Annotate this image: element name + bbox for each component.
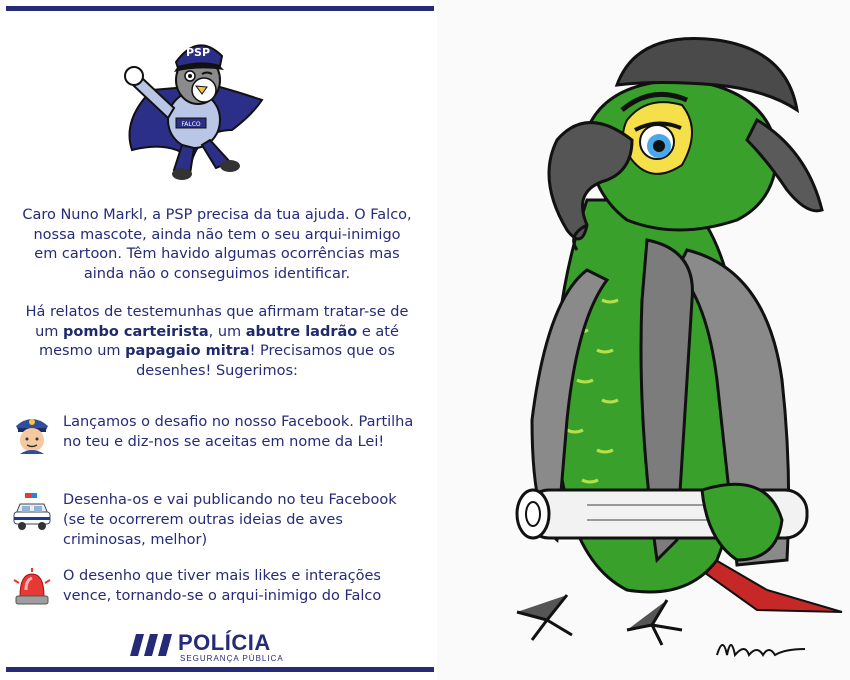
police-car-icon [10, 490, 54, 534]
top-divider [6, 6, 434, 11]
psp-logo-subtitle: SEGURANÇA PÚBLICA [180, 654, 284, 663]
police-light-icon [10, 566, 54, 610]
mascot-cap-text: PSP [185, 46, 211, 59]
intro-p2-text-c: , um [208, 323, 246, 340]
bottom-divider [6, 667, 434, 672]
step-item-3 [10, 566, 430, 626]
mascot-badge-text: FALCO [181, 121, 201, 128]
intro-paragraph-1: Caro Nuno Markl, a PSP precisa da tua ajuda. O Falco, nossa mascote, ainda não tem o seu arqui-inimigo em cartoon. Têm havido algumas ocorrências mas ainda não o conseguimos identificar. [22, 207, 412, 282]
psp-logo-name: POLÍCIA [178, 630, 271, 655]
police-officer-icon [10, 412, 54, 456]
step-text-3: O desenho que tiver mais likes e interações vence, tornando-se o arqui-inimigo do Falco [63, 568, 382, 604]
step-text-2: Desenha-os e vai publicando no teu Facebook (se te ocorrerem outras ideias de aves criminosas, melhor) [63, 492, 397, 548]
poster-right-panel [437, 0, 850, 680]
suspect-parrot: papagaio mitra [125, 343, 250, 359]
intro-p2-text-e: e até mesmo um [39, 323, 399, 359]
psp-logo [130, 630, 310, 664]
falco-mascot-icon [112, 20, 272, 190]
intro-p2-text-g: ! Precisamos que os desenhes! Sugerimos: [136, 343, 395, 379]
suspect-pigeon: pombo carteirista [63, 323, 209, 340]
psp-logo-stripes-icon [130, 634, 174, 656]
intro-paragraph-2 [22, 303, 412, 381]
intro-p2-text-a: Há relatos de testemunhas que afirmam tratar-se de um [25, 304, 409, 340]
step-item-1 [10, 412, 430, 472]
suspect-vulture: abutre ladrão [245, 323, 358, 340]
step-item-2 [10, 490, 430, 550]
parrot-thief-illustration [437, 0, 850, 680]
step-text-1: Lançamos o desafio no nosso Facebook. Partilha no teu e diz-nos se aceitas em nome da Lei! [63, 414, 414, 450]
intro-text [22, 206, 412, 400]
